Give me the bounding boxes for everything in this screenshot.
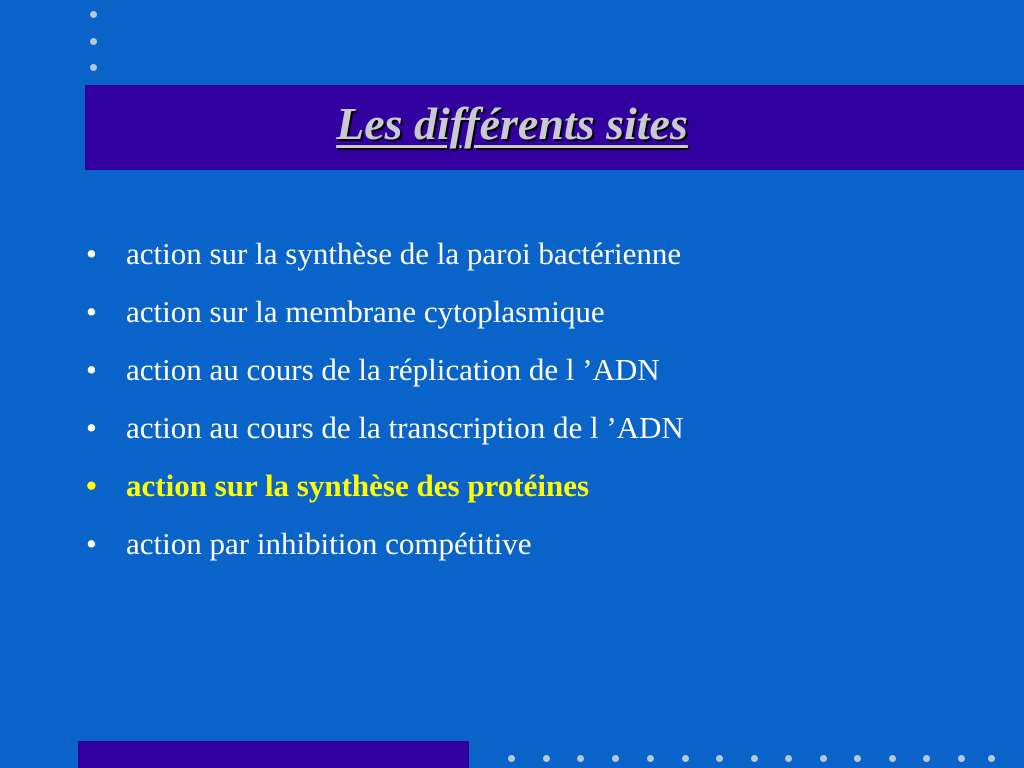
dot [90,64,97,71]
bullet-marker: • [86,526,97,561]
dot [90,38,97,45]
bottom-band [78,741,469,768]
bullet-marker: • [86,236,97,271]
bullet-marker: • [86,294,97,329]
bullet-text: action sur la synthèse des protéines [126,468,590,503]
dot [820,755,827,762]
bullet-text: action au cours de la transcription de l ’ADN [126,410,684,445]
dot [612,755,619,762]
dot [785,755,792,762]
dot [508,755,515,762]
dot [543,755,550,762]
dot [854,755,861,762]
bullet-text: action sur la synthèse de la paroi bactérienne [126,236,682,271]
dot [958,755,965,762]
bullet-text: action par inhibition compétitive [126,526,532,561]
dot [751,755,758,762]
bullet-marker: • [86,352,97,387]
dot [90,11,97,18]
bullet-marker: • [86,410,97,445]
bullet-text: action sur la membrane cytoplasmique [126,294,605,329]
dot [988,755,995,762]
slide-title: Les différents sites [336,98,688,149]
dot [889,755,896,762]
dot [923,755,930,762]
bullet-marker: • [86,468,97,503]
dot [647,755,654,762]
dot [682,755,689,762]
bullet-text: action au cours de la réplication de l ’ADN [126,352,660,387]
dot [716,755,723,762]
dot [577,755,584,762]
